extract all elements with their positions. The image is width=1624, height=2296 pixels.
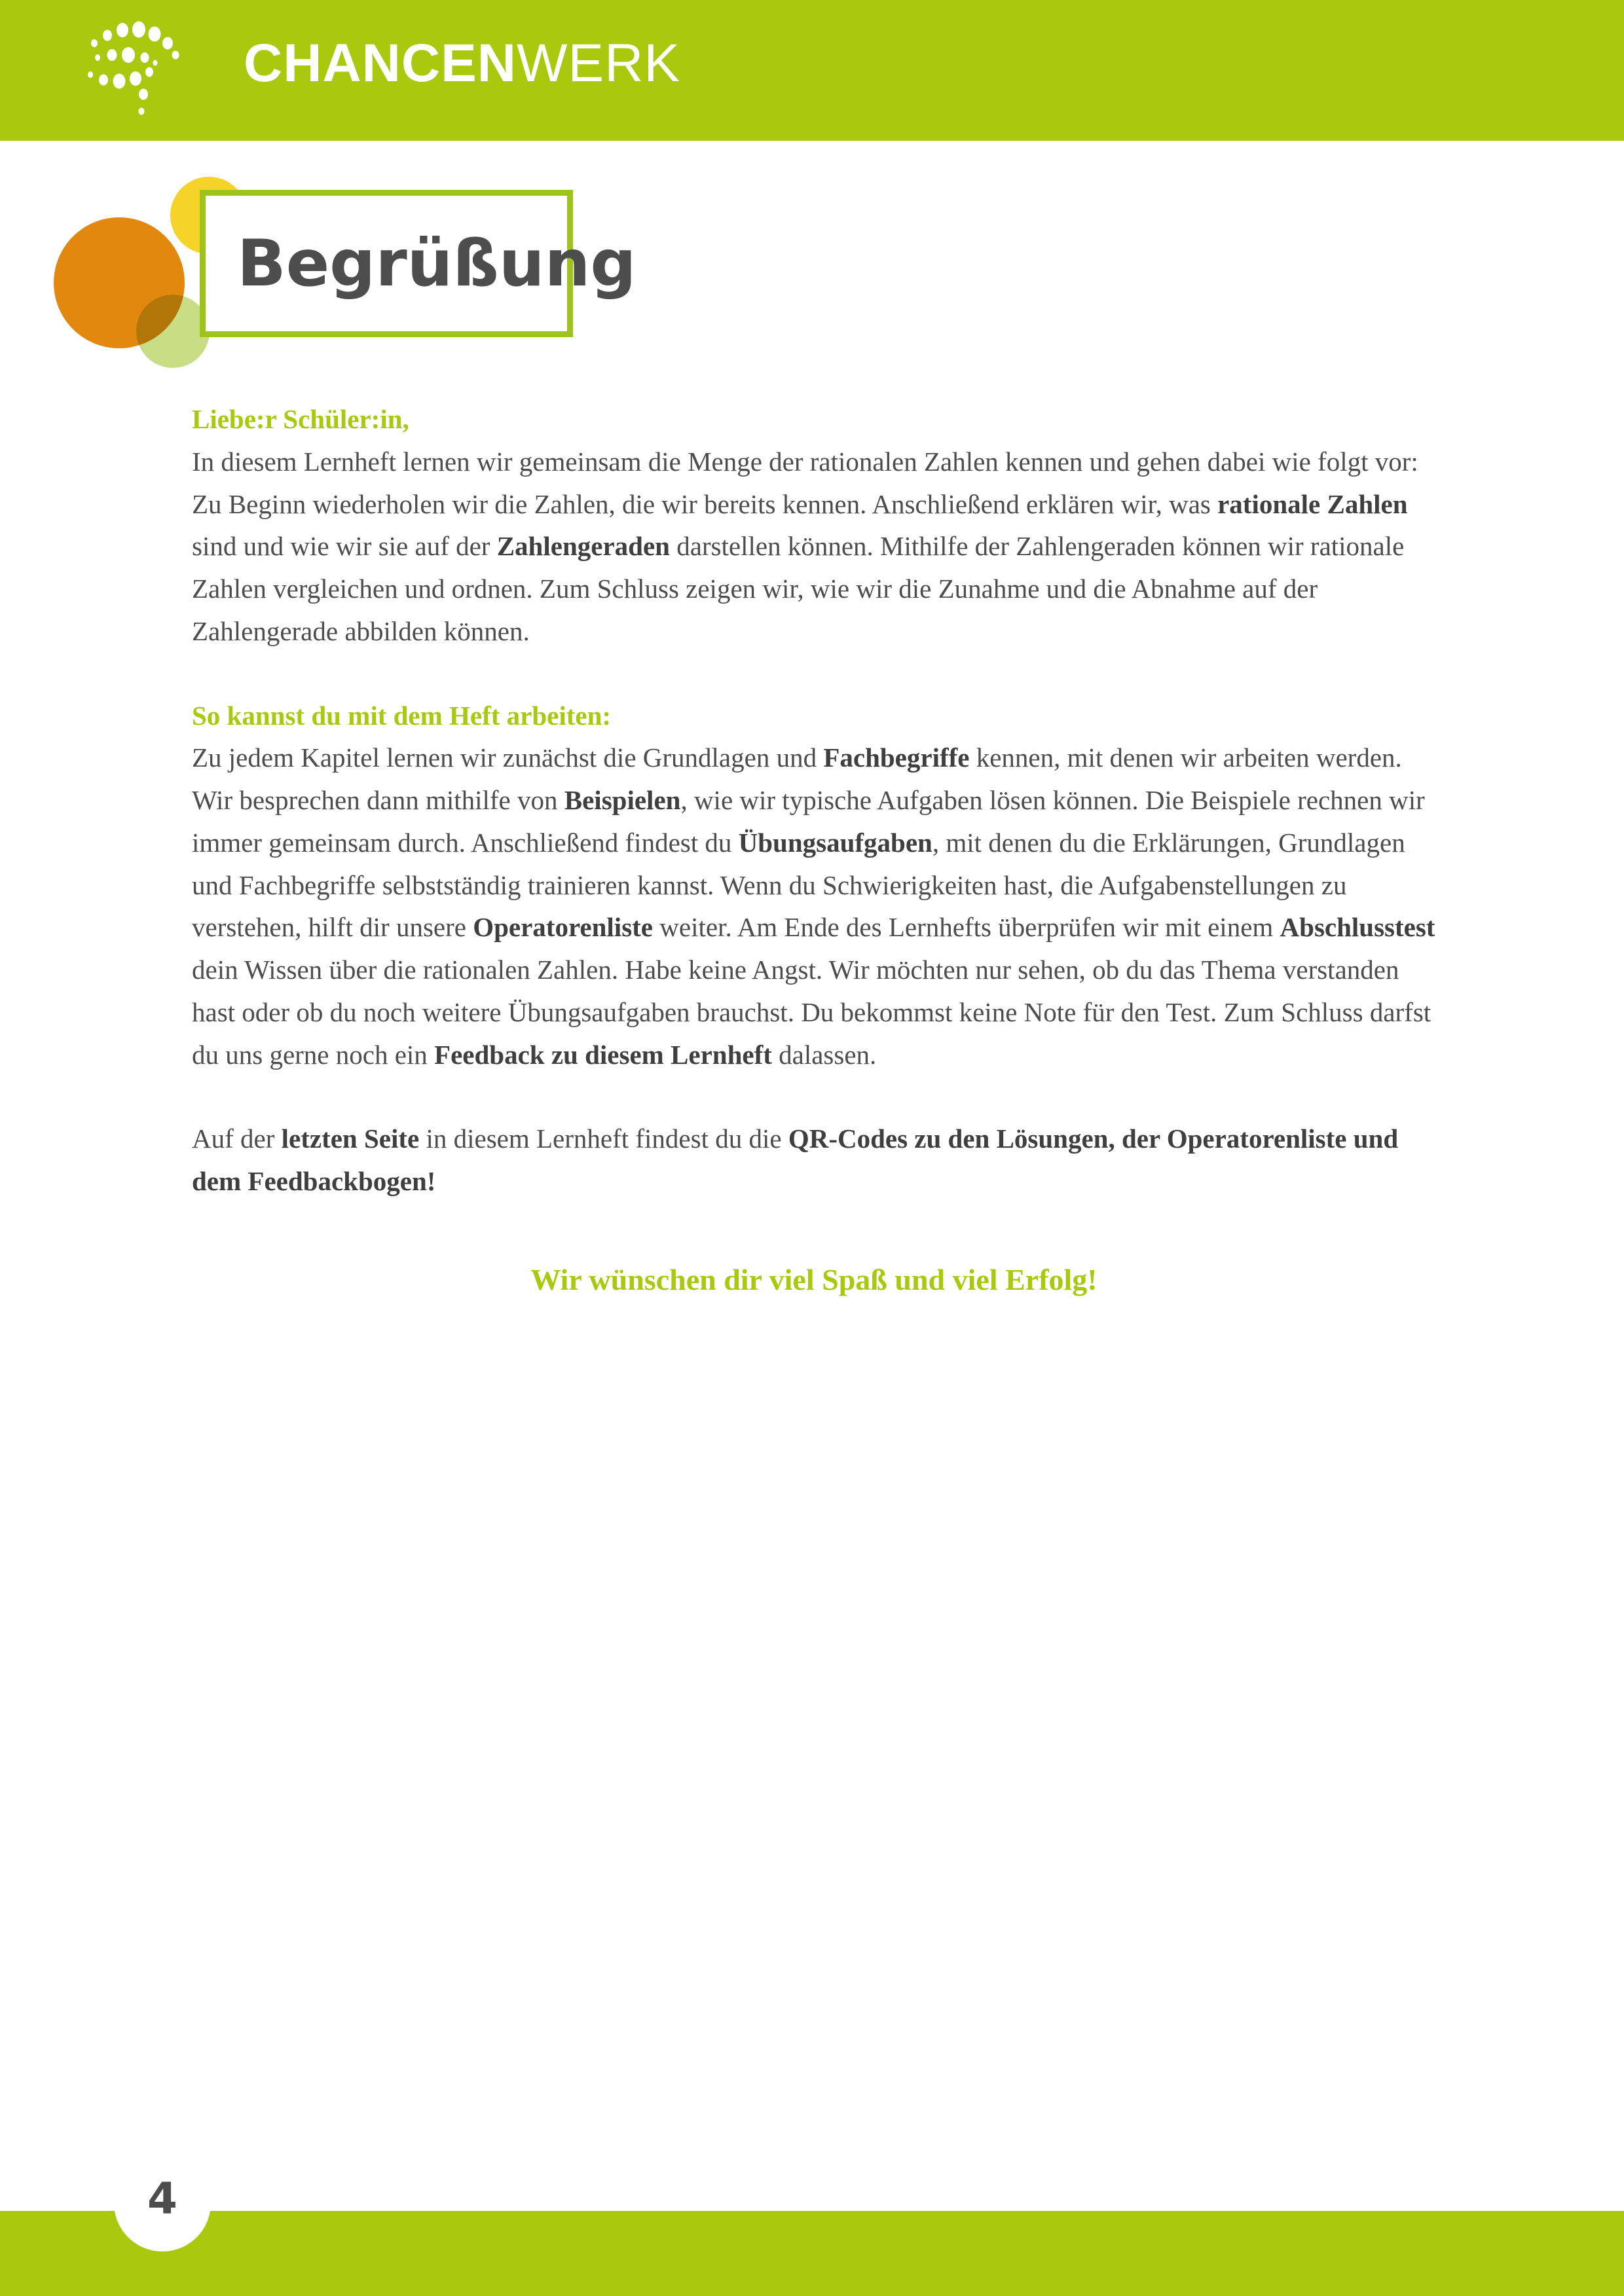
page-number-badge xyxy=(114,2155,211,2251)
intro-paragraph: In diesem Lernheft lernen wir gemeinsam die Menge der rationalen Zahlen kennen und gehen dabei wie folgt vor: Zu Beginn wiederholen wir die Zahlen, die wir bereits kennen. Anschließend erklären wir, was rationale Zahlen sind und wie wir sie auf der Zahlengeraden darstellen können. Mithilfe der Zahlengeraden können wir rationale Zahlen vergleichen und ordnen. Zum Schluss zeigen wir, wie wir die Zunahme und die Abnahme auf der Zahlengerade abbilden können. xyxy=(192,446,1418,646)
chapter-title-box xyxy=(200,190,637,337)
brand-wordmark xyxy=(244,33,680,93)
brand-name-strong: CHANCEN xyxy=(244,33,517,93)
brand-name-light: WERK xyxy=(517,33,680,93)
paragraph-spacer xyxy=(192,653,1436,695)
last-page-paragraph: Auf der letzten Seite in diesem Lernheft findest du die QR-Codes zu den Lösungen, der Operatorenliste und dem Feedbackbogen! xyxy=(192,1123,1399,1197)
paragraph-spacer-2 xyxy=(192,1076,1436,1118)
light-green-circle-decoration xyxy=(136,295,210,368)
closing-wish: Wir wünschen dir viel Spaß und viel Erfolg! xyxy=(530,1263,1098,1297)
greeting-heading: Liebe:r Schüler:in, xyxy=(192,404,409,434)
chapter-title-area xyxy=(0,196,1624,393)
chancenwerk-dot-spiral-icon xyxy=(79,18,229,123)
brand-logo xyxy=(79,18,680,123)
footer-band xyxy=(0,2211,1624,2296)
how-to-heading: So kannst du mit dem Heft arbeiten: xyxy=(192,700,612,731)
main-content xyxy=(192,398,1436,1301)
page-number: 4 xyxy=(147,2174,177,2224)
header-band xyxy=(0,0,1624,141)
page-title: Begrüßung xyxy=(237,226,637,301)
how-to-paragraph: Zu jedem Kapitel lernen wir zunächst die Grundlagen und Fachbegriffe kennen, mit denen wir arbeiten werden. Wir besprechen dann mithilfe von Beispielen, wie wir typische Aufgaben lösen können. Die Beispiele rechnen wir immer gemeinsam durch. Anschließend findest du Übungsaufgaben, mit denen du die Erklärungen, Grundlagen und Fachbegriffe selbstständig trainieren kannst. Wenn du Schwierigkeiten hast, die Aufgabenstellungen zu verstehen, hilft dir unsere Operatorenliste weiter. Am Ende des Lernhefts überprüfen wir mit einem Abschlusstest dein Wissen über die rationalen Zahlen. Habe keine Angst. Wir möchten nur sehen, ob du das Thema verstanden hast oder ob du noch weitere Übungsaufgaben brauchst. Du bekommst keine Note für den Test. Zum Schluss darfst du uns gerne noch ein Feedback zu diesem Lernheft dalassen. xyxy=(192,742,1435,1070)
